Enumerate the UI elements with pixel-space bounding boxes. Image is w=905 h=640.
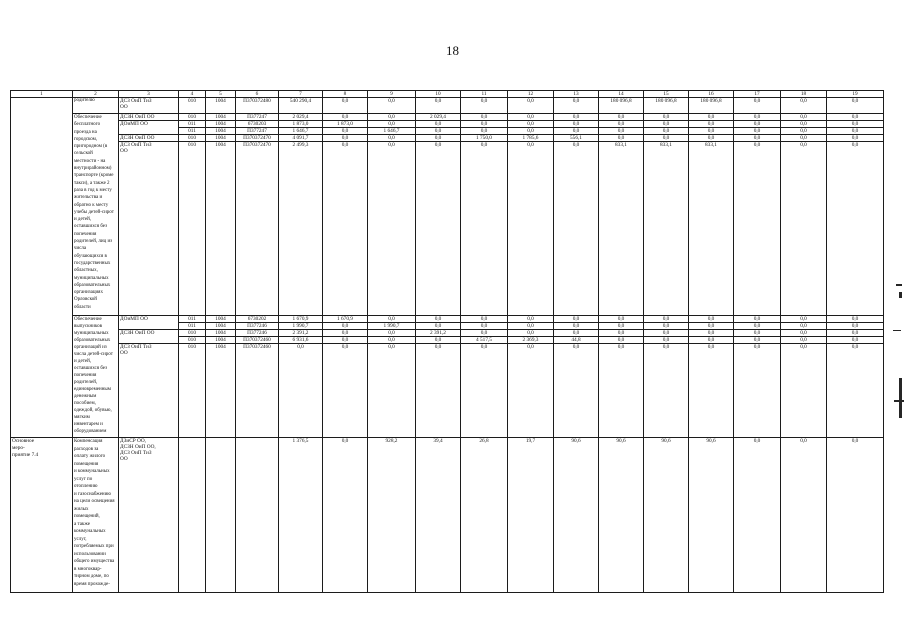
column-number-header: 9	[368, 91, 416, 98]
value-cell: 2 391,2	[416, 330, 461, 337]
value-cell: 2 499,3	[279, 142, 323, 316]
executor-cell: ДСЗН ОиП ОО	[119, 135, 179, 142]
value-cell: 0,0	[734, 121, 781, 128]
value-cell: 4 517,5	[461, 337, 508, 344]
rzpr-code-cell: 1004	[206, 330, 236, 337]
value-cell: 0,0	[827, 135, 884, 142]
scan-artifact	[896, 284, 902, 286]
value-cell: 0,0	[781, 438, 827, 593]
column-number-header: 19	[827, 91, 884, 98]
value-cell: 0,0	[599, 135, 644, 142]
value-cell: 1 646,7	[279, 128, 323, 135]
value-cell: 0,0	[599, 330, 644, 337]
value-cell: 0,0	[644, 344, 689, 438]
value-cell: 0,0	[827, 316, 884, 323]
measure-cell: Компенсация расходов за оплату жилого помещения и коммунальных услуг по отоплению и газоснабжению на цели освещения жилых помещений, а также коммунальных услуг, потребляемых при использовании общего имущества в многоквар- тирном доме, по время прохожде-	[73, 438, 119, 593]
rzpr-code-cell: 1004	[206, 337, 236, 344]
value-cell: 0,0	[461, 98, 508, 114]
csr-code-cell	[236, 438, 279, 593]
value-cell: 0,0	[781, 135, 827, 142]
value-cell: 0,0	[689, 316, 734, 323]
column-number-header: 10	[416, 91, 461, 98]
value-cell: 1 670,9	[279, 316, 323, 323]
grbs-code-cell: 011	[179, 323, 206, 330]
value-cell: 0,0	[461, 142, 508, 316]
column-number-header: 17	[734, 91, 781, 98]
executor-cell: ДСЗ ОиП ТиЗ ОО	[119, 344, 179, 438]
rzpr-code-cell	[206, 438, 236, 593]
value-cell: 2 369,3	[508, 337, 554, 344]
table-row	[11, 438, 884, 593]
grbs-code-cell: 010	[179, 98, 206, 114]
value-cell: 0,0	[368, 316, 416, 323]
value-cell: 0,0	[416, 128, 461, 135]
rzpr-code-cell: 1004	[206, 114, 236, 121]
value-cell: 0,0	[368, 121, 416, 128]
value-cell: 0,0	[734, 337, 781, 344]
value-cell: 833,1	[599, 142, 644, 316]
value-cell: 0,0	[416, 344, 461, 438]
value-cell: 0,0	[644, 121, 689, 128]
value-cell: 1 646,7	[368, 128, 416, 135]
value-cell: 0,0	[461, 128, 508, 135]
csr-code-cell: П377246	[236, 323, 279, 330]
value-cell: 0,0	[416, 337, 461, 344]
value-cell: 0,0	[599, 114, 644, 121]
value-cell: 0,0	[323, 135, 368, 142]
value-cell: 0,0	[781, 121, 827, 128]
value-cell: 0,0	[508, 316, 554, 323]
value-cell: 0,0	[734, 316, 781, 323]
value-cell: 0,0	[323, 98, 368, 114]
value-cell: 0,0	[416, 121, 461, 128]
value-cell: 0,0	[644, 316, 689, 323]
value-cell: 0,0	[644, 330, 689, 337]
table-row	[11, 121, 884, 128]
value-cell: 833,1	[644, 142, 689, 316]
grbs-code-cell: 010	[179, 114, 206, 121]
value-cell: 90,6	[689, 438, 734, 593]
column-number-header: 3	[119, 91, 179, 98]
value-cell: 0,0	[461, 316, 508, 323]
column-number-header: 7	[279, 91, 323, 98]
table-row	[11, 114, 884, 121]
value-cell: 0,0	[827, 121, 884, 128]
value-cell: 0,0	[734, 330, 781, 337]
value-cell: 90,6	[554, 438, 599, 593]
table-row	[11, 344, 884, 438]
grbs-code-cell: 010	[179, 337, 206, 344]
value-cell: 0,0	[781, 142, 827, 316]
column-number-header: 4	[179, 91, 206, 98]
executor-cell: ДЗиСР ОО, ДСЗН ОиП ОО, ДСЗ ОиП ТиЗ ОО	[119, 438, 179, 593]
value-cell: 0,0	[781, 316, 827, 323]
value-cell: 0,0	[368, 330, 416, 337]
column-number-header: 18	[781, 91, 827, 98]
measure-cell: Обеспечение выпускников муниципальных образовательных организаций из числа детей-сирот и детей, оставшихся без попечения родителей, единовременным денежным пособием, одеждой, обувью, мягким инвентарем и оборудованием	[73, 316, 119, 438]
value-cell: 0,0	[827, 337, 884, 344]
value-cell: 0,0	[599, 121, 644, 128]
grbs-code-cell	[179, 438, 206, 593]
value-cell: 0,0	[416, 316, 461, 323]
value-cell: 0,0	[416, 98, 461, 114]
value-cell: 0,0	[323, 337, 368, 344]
column-number-header: 5	[206, 91, 236, 98]
value-cell: 0,0	[508, 114, 554, 121]
value-cell: 556,1	[554, 135, 599, 142]
value-cell: 180 096,8	[689, 98, 734, 114]
value-cell: 928,2	[368, 438, 416, 593]
csr-code-cell: П370372470	[236, 142, 279, 316]
value-cell: 0,0	[781, 344, 827, 438]
event-cell	[11, 98, 73, 438]
value-cell: 0,0	[416, 323, 461, 330]
grbs-code-cell: 010	[179, 330, 206, 337]
value-cell: 0,0	[734, 344, 781, 438]
value-cell: 0,0	[554, 114, 599, 121]
value-cell: 0,0	[827, 438, 884, 593]
value-cell: 0,0	[323, 438, 368, 593]
value-cell: 0,0	[368, 114, 416, 121]
column-number-header: 11	[461, 91, 508, 98]
value-cell: 0,0	[689, 344, 734, 438]
value-cell: 0,0	[827, 330, 884, 337]
value-cell: 2 029,4	[279, 114, 323, 121]
value-cell: 0,0	[368, 98, 416, 114]
value-cell: 0,0	[508, 323, 554, 330]
grbs-code-cell: 011	[179, 121, 206, 128]
page-number: 18	[446, 43, 459, 58]
value-cell: 1 670,9	[323, 316, 368, 323]
value-cell: 0,0	[554, 323, 599, 330]
grbs-code-cell: 010	[179, 135, 206, 142]
csr-code-cell: П370372460	[236, 344, 279, 438]
scan-artifact	[893, 330, 901, 331]
value-cell: 0,0	[827, 114, 884, 121]
value-cell: 0,0	[323, 114, 368, 121]
executor-cell: ДСЗ ОиП ТиЗ ОО	[119, 142, 179, 316]
value-cell: 4 091,7	[279, 135, 323, 142]
value-cell: 0,0	[781, 98, 827, 114]
value-cell: 0,0	[827, 344, 884, 438]
column-number-header: 1	[11, 91, 73, 98]
value-cell: 0,0	[781, 323, 827, 330]
csr-code-cell: П370372480	[236, 98, 279, 114]
grbs-code-cell: 010	[179, 142, 206, 316]
csr-code-cell: П370372460	[236, 337, 279, 344]
rzpr-code-cell: 1004	[206, 142, 236, 316]
value-cell: 0,0	[599, 344, 644, 438]
csr-code-cell: П377247	[236, 128, 279, 135]
column-number-header: 2	[73, 91, 119, 98]
value-cell: 0,0	[599, 128, 644, 135]
value-cell: 0,0	[599, 316, 644, 323]
value-cell: 1 750,0	[461, 135, 508, 142]
value-cell: 0,0	[689, 114, 734, 121]
rzpr-code-cell: 1004	[206, 323, 236, 330]
rzpr-code-cell: 1004	[206, 121, 236, 128]
column-number-header: 8	[323, 91, 368, 98]
scan-artifact	[899, 378, 902, 418]
value-cell: 0,0	[734, 98, 781, 114]
value-cell: 0,0	[781, 114, 827, 121]
value-cell: 1 990,7	[279, 323, 323, 330]
value-cell: 0,0	[368, 135, 416, 142]
value-cell: 0,0	[689, 323, 734, 330]
value-cell: 19,7	[508, 438, 554, 593]
value-cell: 0,0	[461, 344, 508, 438]
value-cell: 0,0	[461, 114, 508, 121]
value-cell: 0,0	[689, 330, 734, 337]
value-cell: 0,0	[734, 135, 781, 142]
value-cell: 0,0	[734, 114, 781, 121]
value-cell: 90,6	[644, 438, 689, 593]
table-row	[11, 330, 884, 337]
rzpr-code-cell: 1004	[206, 128, 236, 135]
csr-code-cell: П370372470	[236, 135, 279, 142]
value-cell: 0,0	[644, 337, 689, 344]
value-cell: 0,0	[554, 128, 599, 135]
value-cell: 0,0	[554, 344, 599, 438]
value-cell: 0,0	[689, 121, 734, 128]
value-cell: 0,0	[508, 98, 554, 114]
table-body	[11, 98, 884, 593]
value-cell: 0,0	[827, 142, 884, 316]
value-cell: 0,0	[781, 337, 827, 344]
grbs-code-cell: 010	[179, 344, 206, 438]
value-cell: 0,0	[461, 121, 508, 128]
value-cell: 0,0	[508, 128, 554, 135]
value-cell: 0,0	[644, 114, 689, 121]
executor-cell: ДОиМП ОО	[119, 316, 179, 330]
column-number-header: 15	[644, 91, 689, 98]
value-cell: 0,0	[279, 344, 323, 438]
value-cell: 1 873,0	[323, 121, 368, 128]
value-cell: 0,0	[689, 128, 734, 135]
value-cell: 0,0	[781, 330, 827, 337]
value-cell: 0,0	[599, 323, 644, 330]
value-cell: 0,0	[508, 121, 554, 128]
value-cell: 0,0	[368, 337, 416, 344]
value-cell: 0,0	[323, 323, 368, 330]
value-cell: 0,0	[644, 135, 689, 142]
value-cell: 0,0	[827, 323, 884, 330]
column-number-header: 6	[236, 91, 279, 98]
value-cell: 90,6	[599, 438, 644, 593]
table-row	[11, 316, 884, 323]
value-cell: 0,0	[416, 142, 461, 316]
rzpr-code-cell: 1004	[206, 135, 236, 142]
value-cell: 0,0	[644, 323, 689, 330]
value-cell: 26,8	[461, 438, 508, 593]
value-cell: 0,0	[734, 142, 781, 316]
value-cell: 0,0	[368, 344, 416, 438]
table-row	[11, 98, 884, 114]
value-cell: 0,0	[554, 121, 599, 128]
value-cell: 540 290,4	[279, 98, 323, 114]
value-cell: 0,0	[554, 316, 599, 323]
value-cell: 6 931,6	[279, 337, 323, 344]
value-cell: 0,0	[508, 142, 554, 316]
column-number-header: 16	[689, 91, 734, 98]
value-cell: 180 096,8	[644, 98, 689, 114]
event-cell: Основное меро- приятие 7.4	[11, 438, 73, 593]
value-cell: 0,0	[368, 142, 416, 316]
value-cell: 0,0	[461, 330, 508, 337]
value-cell: 0,0	[599, 337, 644, 344]
executor-cell: ДСЗН ОиП ОО	[119, 114, 179, 121]
csr-code-cell: 6730203	[236, 121, 279, 128]
budget-table	[10, 90, 884, 593]
value-cell: 0,0	[734, 128, 781, 135]
value-cell: 39,4	[416, 438, 461, 593]
header-row	[11, 91, 884, 98]
csr-code-cell: П377246	[236, 330, 279, 337]
value-cell: 0,0	[827, 98, 884, 114]
value-cell: 0,0	[734, 438, 781, 593]
value-cell: 1 873,0	[279, 121, 323, 128]
rzpr-code-cell: 1004	[206, 344, 236, 438]
value-cell: 833,1	[689, 142, 734, 316]
value-cell: 0,0	[416, 135, 461, 142]
grbs-code-cell: 011	[179, 316, 206, 323]
value-cell: 180 096,8	[599, 98, 644, 114]
value-cell: 1 376,5	[279, 438, 323, 593]
measure-cell: родителю	[73, 98, 119, 114]
value-cell: 2 391,2	[279, 330, 323, 337]
value-cell: 0,0	[689, 337, 734, 344]
executor-cell: ДОиМП ОО	[119, 121, 179, 135]
csr-code-cell: 6730202	[236, 316, 279, 323]
value-cell: 0,0	[734, 323, 781, 330]
value-cell: 2 029,4	[416, 114, 461, 121]
value-cell: 0,0	[323, 344, 368, 438]
rzpr-code-cell: 1004	[206, 316, 236, 323]
grbs-code-cell: 011	[179, 128, 206, 135]
value-cell: 0,0	[827, 128, 884, 135]
value-cell: 0,0	[461, 323, 508, 330]
value-cell: 0,0	[508, 330, 554, 337]
executor-cell: ДСЗ ОиП ТиЗ ОО	[119, 98, 179, 114]
value-cell: 0,0	[508, 344, 554, 438]
column-number-header: 12	[508, 91, 554, 98]
executor-cell: ДСЗН ОиП ОО	[119, 330, 179, 344]
value-cell: 0,0	[554, 330, 599, 337]
scan-artifact	[894, 400, 904, 402]
value-cell: 1 990,7	[368, 323, 416, 330]
table-row	[11, 142, 884, 316]
csr-code-cell: П377247	[236, 114, 279, 121]
value-cell: 0,0	[323, 330, 368, 337]
value-cell: 0,0	[323, 142, 368, 316]
value-cell: 44,8	[554, 337, 599, 344]
rzpr-code-cell: 1004	[206, 98, 236, 114]
value-cell: 0,0	[781, 128, 827, 135]
value-cell: 0,0	[323, 128, 368, 135]
table-row	[11, 135, 884, 142]
value-cell: 0,0	[554, 142, 599, 316]
column-number-header: 13	[554, 91, 599, 98]
column-number-header: 14	[599, 91, 644, 98]
value-cell: 0,0	[554, 98, 599, 114]
value-cell: 1 785,6	[508, 135, 554, 142]
measure-cell: Обеспечение бесплатного проезда на городском, пригородном (в сельской местности - на внутрирайонном) транспорте (кроме такси), а также 2 раза в год к месту жительства и обратно к месту учебы детей-сирот и детей, оставшихся без попечения родителей, лиц из числа обучающихся в государственных областных, муниципальных образовательных организациях Орловской области	[73, 114, 119, 316]
value-cell: 0,0	[689, 135, 734, 142]
value-cell: 0,0	[644, 128, 689, 135]
scan-artifact	[899, 292, 902, 298]
